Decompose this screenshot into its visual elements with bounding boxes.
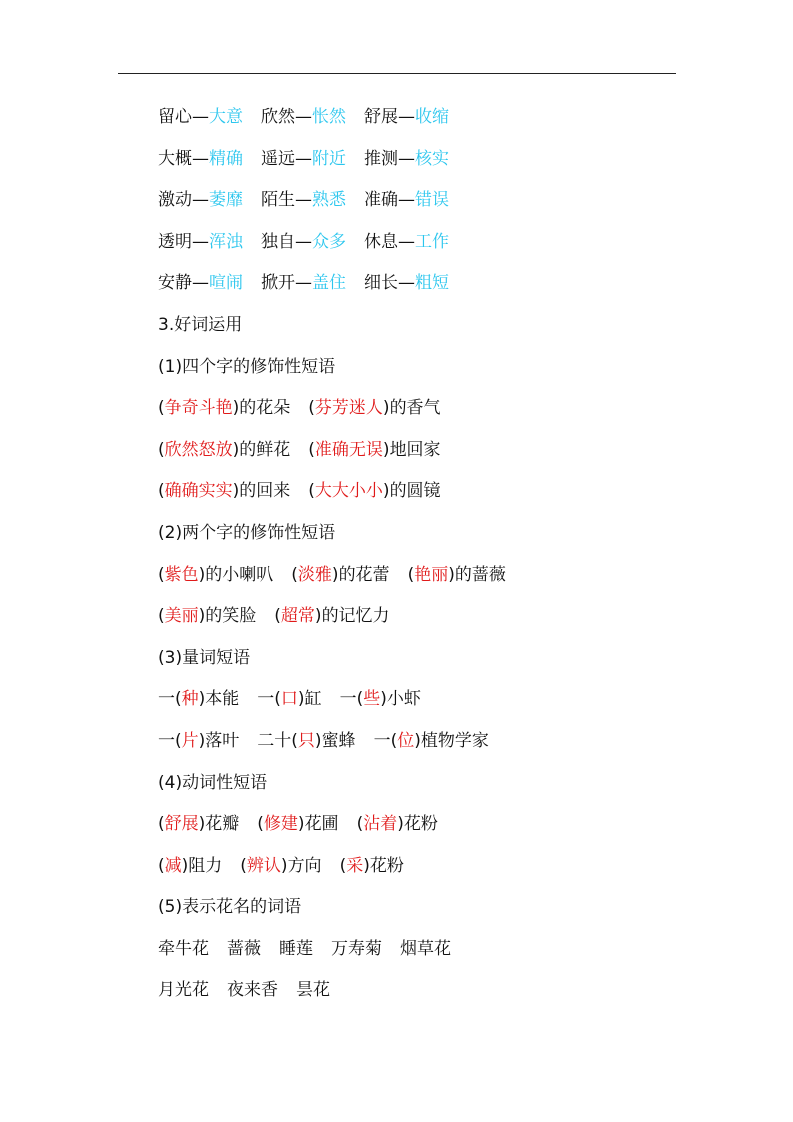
phrase [257,724,355,758]
phrase-text: 植物学家 [420,730,489,751]
open-paren: ( [308,481,315,502]
phrase [158,558,273,592]
fill-in-word: 种 [181,689,199,710]
phrase [257,682,321,716]
close-paren: ) [414,730,421,751]
section-3-title: 3.好词运用 [158,314,243,335]
phrase [158,807,239,841]
fill-in-word: 些 [363,689,381,710]
fill-in-word: 辨认 [246,855,281,876]
phrase-text: 小虾 [386,689,421,710]
dash: — [192,190,209,211]
antonym-pair [158,183,243,217]
antonym-word: 准确 [364,190,398,211]
phrase-text: 地回家 [389,439,441,460]
phrase-text: 的花蕾 [338,564,390,585]
close-paren: ) [397,814,404,835]
flower-names [158,932,678,1015]
phrase-prefix: 一 [158,730,175,751]
subsection-4-title: (4)动词性短语 [158,772,268,793]
antonym-row [158,266,678,308]
antonym-pair [261,100,346,134]
close-paren: ) [198,814,206,835]
phrase [274,599,389,633]
phrase-text: 的香气 [389,398,441,419]
fill-in-word: 确确实实 [164,481,233,502]
antonym-word: 掀开 [261,273,295,294]
dash: — [398,273,415,294]
phrase-text: 蜜蜂 [321,730,356,751]
antonym-word: 休息 [364,231,398,252]
dash: — [398,107,415,127]
open-paren: ( [291,564,298,585]
antonym-word: 欣然 [261,107,295,127]
antonym-pair [261,225,346,259]
phrase [158,682,239,716]
close-paren: ) [198,564,206,585]
subsection-2-title: (2)两个字的修饰性短语 [158,522,336,543]
fill-in-word: 采 [346,855,364,876]
fill-in-word: 芬芳迷人 [314,398,383,419]
open-paren: ( [308,439,315,460]
fill-in-word: 只 [297,730,315,751]
open-paren: ( [390,730,398,751]
dash: — [295,107,312,127]
phrase-text: 花粉 [369,855,404,876]
open-paren: ( [158,814,165,835]
close-paren: ) [382,439,390,460]
antonym-word: 独自 [261,231,295,252]
antonym-answer: 核实 [415,148,449,169]
subsection-3-title: (3)量词短语 [158,647,251,668]
phrase [308,474,440,508]
phrase [374,724,489,758]
dash: — [192,148,209,169]
phrase [357,807,438,841]
close-paren: ) [363,855,370,876]
fill-in-word: 减 [164,855,182,876]
open-paren: ( [175,689,182,710]
dash: — [192,273,209,294]
close-paren: ) [382,481,390,502]
phrase-row [158,807,678,849]
phrase [158,391,290,425]
close-paren: ) [198,730,206,751]
fill-in-word: 美丽 [164,606,199,627]
fill-in-word: 超常 [280,606,315,627]
phrase-text: 的圆镜 [389,481,441,502]
dash: — [295,231,312,252]
dash: — [295,190,312,211]
fill-in-word: 欣然怒放 [164,439,233,460]
close-paren: ) [382,398,390,419]
phrase-text: 的回来 [239,481,291,502]
fill-in-word: 淡雅 [297,564,332,585]
antonym-answer: 附近 [312,148,346,169]
open-paren: ( [291,730,298,751]
open-paren: ( [158,855,165,876]
antonym-pair [364,100,449,134]
phrase [291,558,389,592]
close-paren: ) [297,814,305,835]
close-paren: ) [380,689,387,710]
antonym-pair [261,142,346,176]
close-paren: ) [314,606,322,627]
phrase-row [158,558,678,600]
antonym-answer: 大意 [209,107,243,127]
dash: — [398,148,415,169]
antonym-pair [158,266,243,300]
phrase-text: 落叶 [205,730,240,751]
antonym-row [158,100,678,142]
antonym-word: 透明 [158,231,192,252]
phrase [257,807,338,841]
flower-name: 睡莲 [279,938,313,959]
open-paren: ( [356,814,364,835]
dash: — [192,107,209,127]
phrase-text: 的笑脸 [205,606,257,627]
fill-in-word: 修建 [263,814,298,835]
antonym-pair [364,142,449,176]
open-paren: ( [356,689,364,710]
antonym-answer: 萎靡 [209,190,243,211]
header-rule [118,73,676,74]
phrase-text: 缸 [304,689,322,710]
antonym-word: 陌生 [261,190,295,211]
antonym-list [158,100,678,308]
subsection-1-title: (1)四个字的修饰性短语 [158,356,336,377]
subsection-5-title: (5)表示花名的词语 [158,897,302,918]
verb-phrases [158,807,678,890]
antonym-word: 细长 [364,273,398,294]
phrase-row [158,599,678,641]
flower-name: 牵牛花 [158,938,209,959]
antonym-answer: 精确 [209,148,243,169]
open-paren: ( [158,439,165,460]
antonym-answer: 众多 [312,231,346,252]
phrase [158,724,239,758]
fill-in-word: 艳丽 [414,564,449,585]
phrase [158,474,290,508]
phrase-prefix: 一 [257,689,275,710]
fill-in-word: 争奇斗艳 [164,398,233,419]
close-paren: ) [232,398,240,419]
antonym-answer: 喧闹 [209,273,243,294]
antonym-row [158,225,678,267]
antonym-word: 安静 [158,273,192,294]
phrase-text: 的小喇叭 [205,564,274,585]
phrase [408,558,506,592]
antonym-word: 遥远 [261,148,295,169]
antonym-pair [158,100,243,134]
open-paren: ( [158,481,165,502]
antonym-pair [261,183,346,217]
flower-row [158,932,678,974]
close-paren: ) [232,481,240,502]
flower-name: 夜来香 [227,980,278,1001]
close-paren: ) [232,439,240,460]
phrase [308,433,440,467]
open-paren: ( [407,564,415,585]
antonym-word: 激动 [158,190,192,211]
antonym-pair [158,225,243,259]
fill-in-word: 大大小小 [314,481,383,502]
phrase [158,599,256,633]
two-char-phrases [158,558,678,641]
dash: — [295,148,312,169]
antonym-word: 大概 [158,148,192,169]
phrase-text: 方向 [287,855,322,876]
phrase-prefix: 二十 [257,730,292,751]
antonym-answer: 盖住 [312,273,346,294]
close-paren: ) [198,606,206,627]
antonym-word: 留心 [158,107,192,127]
fill-in-word: 口 [280,689,298,710]
close-paren: ) [331,564,339,585]
fill-in-word: 准确无误 [314,439,383,460]
close-paren: ) [198,689,206,710]
phrase-row [158,724,678,766]
antonym-answer: 粗短 [415,273,449,294]
antonym-pair [364,183,449,217]
phrase-prefix: 一 [158,689,175,710]
phrase-text: 的蔷薇 [454,564,506,585]
antonym-pair [364,225,449,259]
phrase-text: 的鲜花 [239,439,291,460]
fill-in-word: 沾着 [363,814,398,835]
phrase [308,391,440,425]
phrase-row [158,849,678,891]
antonym-pair [364,266,449,300]
flower-name: 万寿菊 [331,938,382,959]
antonym-answer: 怅然 [312,107,346,127]
fill-in-word: 位 [397,730,415,751]
phrase [340,849,404,883]
open-paren: ( [274,606,281,627]
antonym-word: 推测 [364,148,398,169]
flower-name: 昙花 [296,980,330,1001]
open-paren: ( [158,606,165,627]
antonym-answer: 工作 [415,231,449,252]
antonym-answer: 错误 [415,190,449,211]
open-paren: ( [274,689,281,710]
dash: — [192,231,209,252]
antonym-answer: 浑浊 [209,231,243,252]
phrase-text: 本能 [205,689,240,710]
phrase-row [158,474,678,516]
four-char-phrases [158,391,678,516]
phrase-text: 花圃 [304,814,339,835]
open-paren: ( [158,564,165,585]
open-paren: ( [240,855,247,876]
open-paren: ( [158,398,165,419]
antonym-pair [158,142,243,176]
phrase-text: 花瓣 [205,814,240,835]
open-paren: ( [257,814,264,835]
fill-in-word: 片 [181,730,199,751]
phrase [158,849,222,883]
flower-name: 月光花 [158,980,209,1001]
phrase-text: 的记忆力 [321,606,390,627]
antonym-answer: 收缩 [415,107,449,127]
close-paren: ) [181,855,189,876]
phrase [340,682,421,716]
flower-row [158,973,678,1015]
dash: — [398,231,415,252]
open-paren: ( [339,855,347,876]
phrase-prefix: 一 [373,730,391,751]
antonym-word: 舒展 [364,107,398,127]
phrase-row [158,682,678,724]
flower-name: 蔷薇 [227,938,261,959]
dash: — [398,190,415,211]
phrase [158,433,290,467]
open-paren: ( [308,398,315,419]
antonym-pair [261,266,346,300]
fill-in-word: 舒展 [164,814,199,835]
phrase-prefix: 一 [339,689,357,710]
phrase-row [158,433,678,475]
phrase-text: 花粉 [403,814,438,835]
close-paren: ) [280,855,288,876]
fill-in-word: 紫色 [164,564,199,585]
close-paren: ) [448,564,455,585]
phrase-text: 阻力 [188,855,223,876]
antonym-answer: 熟悉 [312,190,346,211]
phrase-text: 的花朵 [239,398,291,419]
close-paren: ) [297,689,305,710]
phrase-row [158,391,678,433]
document-body [158,100,678,1015]
phrase [240,849,321,883]
close-paren: ) [314,730,322,751]
antonym-row [158,183,678,225]
open-paren: ( [175,730,182,751]
flower-name: 烟草花 [400,938,451,959]
measure-word-phrases [158,682,678,765]
antonym-row [158,142,678,184]
dash: — [295,273,312,294]
